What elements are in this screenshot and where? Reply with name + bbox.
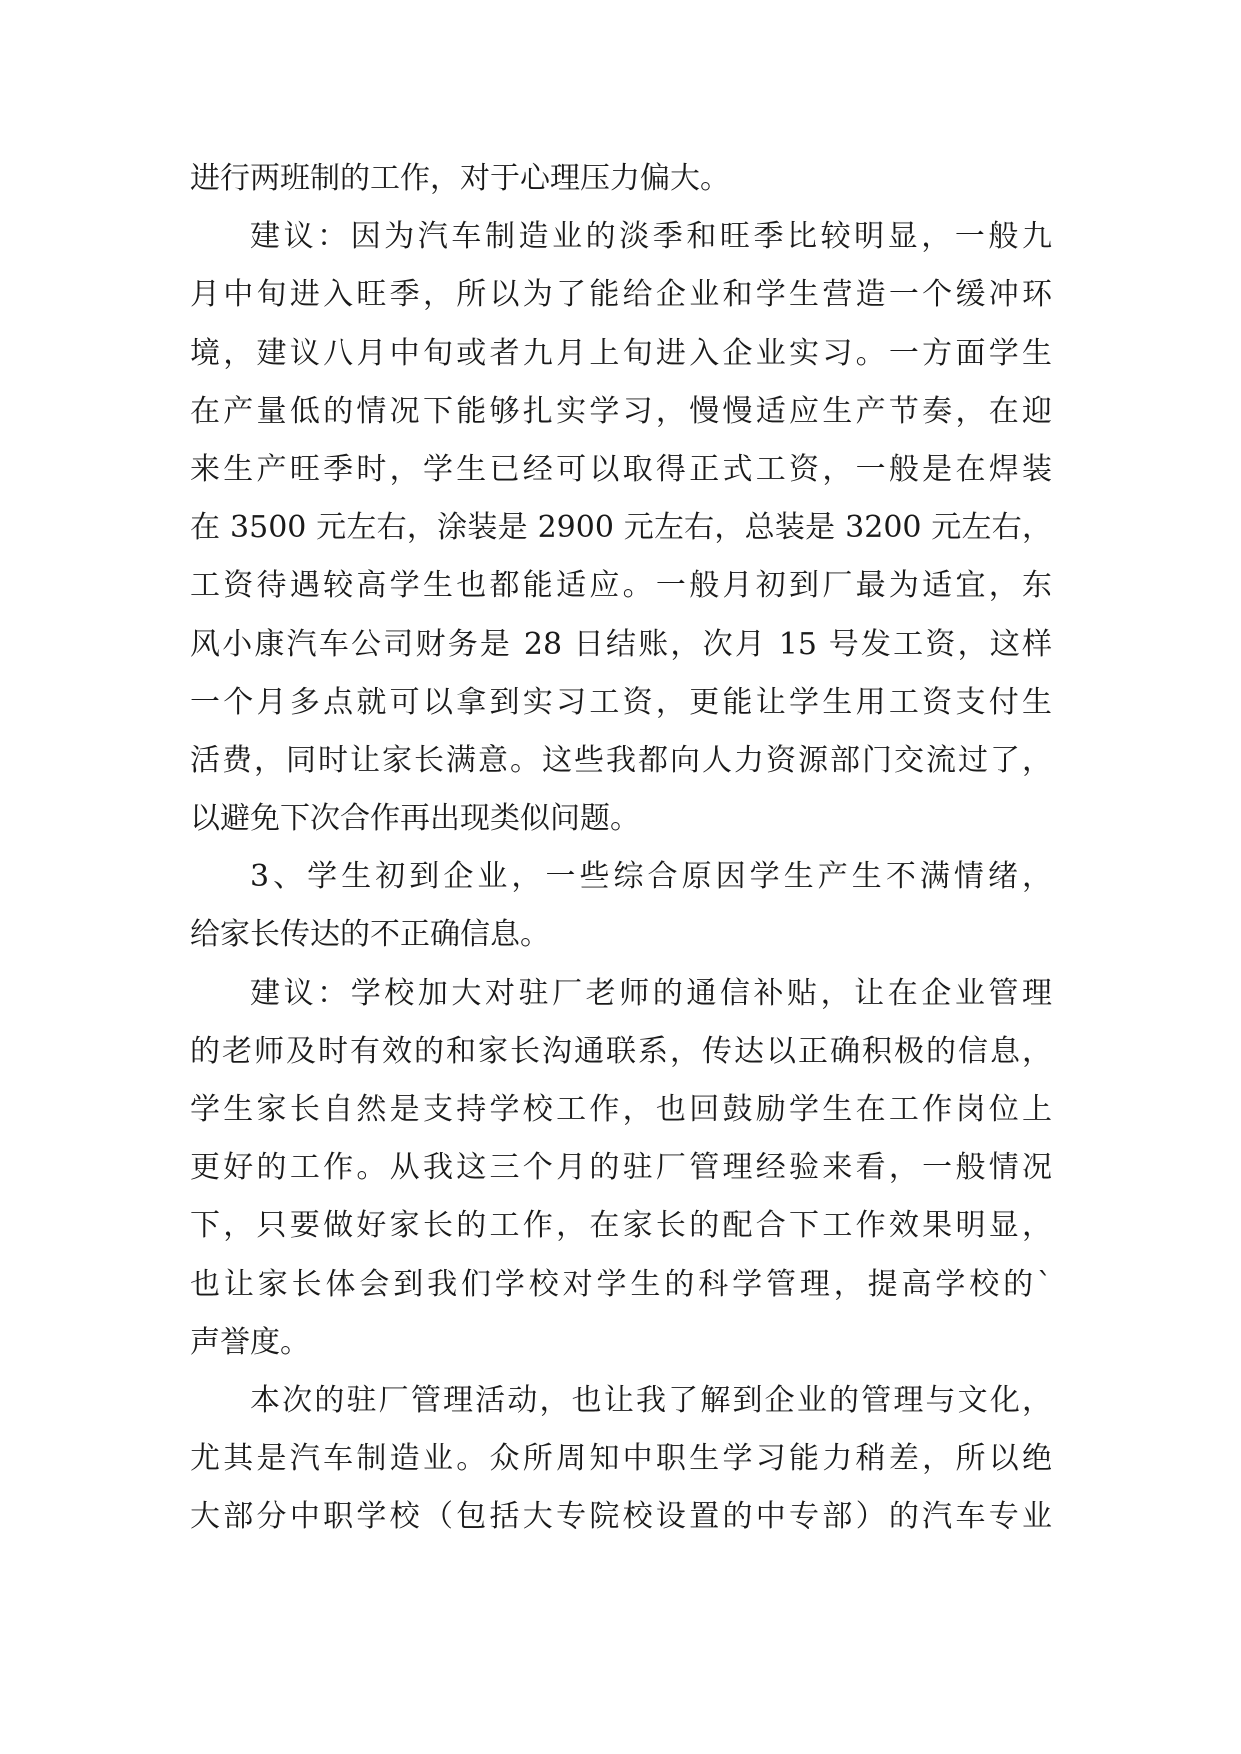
text-line: 给家长传达的不正确信息。 xyxy=(190,917,550,953)
text-line: 在 3500 元左右，涂装是 2900 元左右，总装是 3200 元左右， xyxy=(190,510,1052,546)
text-line: 3、学生初到企业，一些综合原因学生产生不满情绪， xyxy=(250,859,1052,895)
text-line: 建议：学校加大对驻厂老师的通信补贴，让在企业管理 xyxy=(250,975,1052,1011)
text-line: 境，建议八月中旬或者九月上旬进入企业实习。一方面学生 xyxy=(190,335,1052,371)
text-line: 声誉度。 xyxy=(190,1324,310,1360)
text-line: 下，只要做好家长的工作，在家长的配合下工作效果明显， xyxy=(190,1208,1052,1244)
text-line: 来生产旺季时，学生已经可以取得正式工资，一般是在焊装 xyxy=(190,451,1052,487)
text-line: 学生家长自然是支持学校工作，也回鼓励学生在工作岗位上 xyxy=(190,1092,1052,1127)
text-line: 本次的驻厂管理活动，也让我了解到企业的管理与文化， xyxy=(250,1382,1052,1418)
text-line: 风小康汽车公司财务是 28 日结账，次月 15 号发工资，这样 xyxy=(190,626,1052,662)
text-line: 月中旬进入旺季，所以为了能给企业和学生营造一个缓冲环 xyxy=(190,277,1052,313)
text-line: 尤其是汽车制造业。众所周知中职生学习能力稍差，所以绝 xyxy=(190,1441,1052,1477)
text-line: 一个月多点就可以拿到实习工资，更能让学生用工资支付生 xyxy=(190,684,1052,720)
text-line: 活费，同时让家长满意。这些我都向人力资源部门交流过了， xyxy=(190,742,1052,778)
body-text xyxy=(190,150,1052,1547)
text-line: 也让家长体会到我们学校对学生的科学管理，提高学校的` xyxy=(190,1266,1052,1302)
text-line: 更好的工作。从我这三个月的驻厂管理经验来看，一般情况 xyxy=(190,1150,1052,1186)
text-line: 进行两班制的工作，对于心理压力偏大。 xyxy=(190,161,730,196)
text-line: 大部分中职学校（包括大专院校设置的中专部）的汽车专业 xyxy=(190,1499,1052,1535)
text-line: 建议：因为汽车制造业的淡季和旺季比较明显，一般九 xyxy=(250,219,1052,255)
text-line: 工资待遇较高学生也都能适应。一般月初到厂最为适宜，东 xyxy=(190,568,1052,604)
text-line: 以避免下次合作再出现类似问题。 xyxy=(190,801,640,837)
text-line: 的老师及时有效的和家长沟通联系，传达以正确积极的信息， xyxy=(190,1033,1052,1069)
text-line: 在产量低的情况下能够扎实学习，慢慢适应生产节奏，在迎 xyxy=(190,393,1052,429)
